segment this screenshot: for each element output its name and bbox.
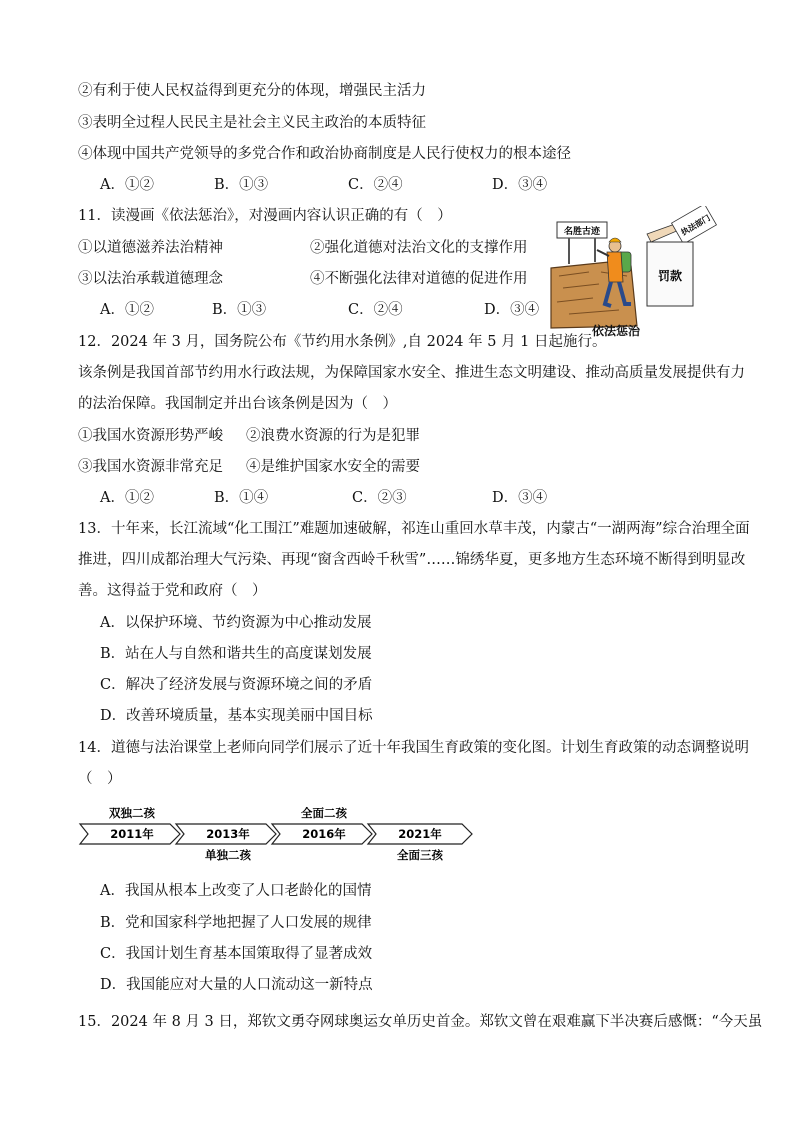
- cartoon-stamp-text: 执法部门: [679, 213, 712, 238]
- q11-option-d: D．③④: [484, 302, 540, 318]
- q13-stem-line-3: 善。这得益于党和政府（ ）: [78, 583, 267, 599]
- q11-item-3: ③以法治承载道德理念: [78, 271, 223, 287]
- q10-item-2: ②有利于使人民权益得到更充分的体现，增强民主活力: [78, 83, 426, 99]
- q15-stem-line-1: 15．2024 年 8 月 3 日，郑钦文勇夺网球奥运女单历史首金。郑钦文曾在艰难赢下半决赛后感慨：“今天虽: [78, 1014, 763, 1030]
- q10-option-d: D．③④: [492, 177, 548, 193]
- q12-item-4: ④是维护国家水安全的需要: [246, 459, 420, 475]
- q11-option-b: B．①③: [212, 302, 267, 318]
- q11-item-1: ①以道德滋养法治精神: [78, 240, 223, 256]
- q12-item-2: ②浪费水资源的行为是犯罪: [246, 428, 420, 444]
- q10-option-c: C．②④: [348, 177, 403, 193]
- q11-item-4: ④不断强化法律对道德的促进作用: [310, 271, 528, 287]
- q12-option-a: A．①②: [100, 490, 154, 506]
- q11-option-c: C．②④: [348, 302, 403, 318]
- q12-option-d: D．③④: [492, 490, 548, 506]
- q14-option-a: A．我国从根本上改变了人口老龄化的国情: [100, 883, 372, 899]
- timeline-policy-2016: 全面二孩: [301, 806, 347, 820]
- q12-item-3: ③我国水资源非常充足: [78, 459, 223, 475]
- q10-item-4: ④体现中国共产党领导的多党合作和政治协商制度是人民行使权力的根本途径: [78, 146, 571, 162]
- q11-option-a: A．①②: [100, 302, 154, 318]
- cartoon-fine-text: 罚款: [657, 269, 683, 283]
- q10-item-3: ③表明全过程人民民主是社会主义民主政治的本质特征: [78, 115, 426, 131]
- q12-stem-line-2: 该条例是我国首部节约用水行政法规，为保障国家水安全、推进生态文明建设、推动高质量发展提供有力: [78, 365, 745, 381]
- timeline-year-2013: 2013年: [206, 827, 250, 841]
- q14-option-c: C．我国计划生育基本国策取得了显著成效: [100, 946, 373, 962]
- q13-option-b: B．站在人与自然和谐共生的高度谋划发展: [100, 646, 372, 662]
- q12-item-1: ①我国水资源形势严峻: [78, 428, 223, 444]
- q13-option-d: D．改善环境质量，基本实现美丽中国目标: [100, 708, 373, 724]
- cartoon-caption: 依法惩治: [592, 324, 641, 338]
- q14-option-d: D．我国能应对大量的人口流动这一新特点: [100, 977, 373, 993]
- q14-option-b: B．党和国家科学地把握了人口发展的规律: [100, 915, 372, 931]
- q11-stem: 11．读漫画《依法惩治》，对漫画内容认识正确的有（ ）: [78, 208, 452, 224]
- q10-option-b: B．①③: [214, 177, 269, 193]
- q12-option-b: B．①④: [214, 490, 269, 506]
- q11-item-2: ②强化道德对法治文化的支撑作用: [310, 240, 528, 256]
- q13-option-c: C．解决了经济发展与资源环境之间的矛盾: [100, 677, 373, 693]
- q12-stem-line-1: 12．2024 年 3 月，国务院公布《节约用水条例》,自 2024 年 5 月 1 日起施行。: [78, 334, 607, 350]
- q14-stem-line-1: 14．道德与法治课堂上老师向同学们展示了近十年我国生育政策的变化图。计划生育政策的动态调整说明: [78, 740, 749, 756]
- q13-stem-line-1: 13．十年来，长江流域“化工围江”难题加速破解，祁连山重回水草丰茂，内蒙古“一湖两海”综合治理全面: [78, 521, 750, 537]
- q12-stem-line-3: 的法治保障。我国制定并出台该条例是因为（ ）: [78, 396, 397, 412]
- q10-option-a: A．①②: [100, 177, 154, 193]
- q14-stem-line-2: （ ）: [78, 771, 122, 787]
- cartoon-illustration: [549, 206, 729, 340]
- timeline-policy-2013: 单独二孩: [205, 848, 251, 862]
- timeline-policy-2021: 全面三孩: [397, 848, 443, 862]
- timeline-year-2011: 2011年: [110, 827, 154, 841]
- cartoon-sign-text: 名胜古迹: [563, 227, 601, 237]
- timeline-policy-2011: 双独二孩: [109, 806, 155, 820]
- q12-option-c: C．②③: [352, 490, 407, 506]
- timeline-year-2016: 2016年: [302, 827, 346, 841]
- timeline-year-2021: 2021年: [398, 827, 442, 841]
- fertility-policy-timeline: [78, 806, 478, 866]
- q13-stem-line-2: 推进，四川成都治理大气污染、再现“窗含西岭千秋雪”……锦绣华夏，更多地方生态环境不断得到明显改: [78, 552, 746, 568]
- q13-option-a: A．以保护环境、节约资源为中心推动发展: [100, 615, 372, 631]
